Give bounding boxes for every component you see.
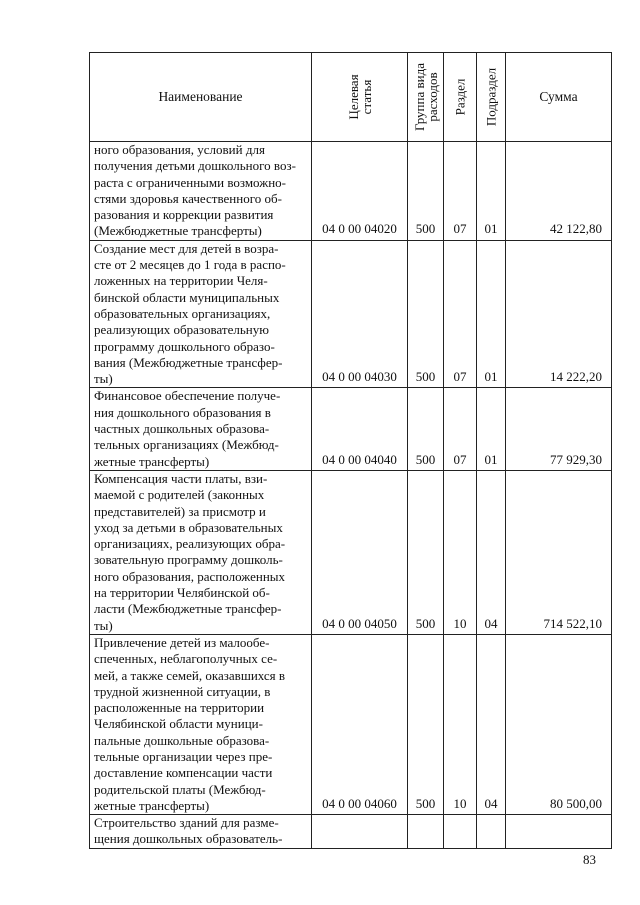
row-section: 07: [444, 240, 477, 388]
row-name-line: щения дошкольных образователь-: [94, 831, 283, 847]
table-header-row: [90, 53, 612, 142]
row-sum: 14 222,20: [506, 240, 612, 388]
row-name-line: тельные организации через пре-: [94, 748, 273, 764]
row-subsection: 01: [477, 240, 506, 388]
row-target-article: 04 0 00 04020: [312, 142, 408, 241]
row-name: [90, 240, 312, 388]
row-name-line: трудной жизненной ситуации, в: [94, 683, 271, 699]
row-subsection: 04: [477, 470, 506, 634]
row-name-line: уход за детьми в образовательных: [94, 519, 283, 535]
row-name-line: образовательных организациях,: [94, 305, 271, 321]
table-body: [90, 142, 612, 849]
header-target-article: [312, 53, 408, 142]
row-name-line: раста с ограниченными возможно-: [94, 174, 286, 190]
table-row: [90, 388, 612, 470]
row-name-line: жетные трансферты): [94, 797, 210, 813]
row-target-article: 04 0 00 04050: [312, 470, 408, 634]
row-name-line: (Межбюджетные трансферты): [94, 223, 262, 239]
table-row: [90, 815, 612, 849]
row-name-line: Привлечение детей из малообе-: [94, 634, 270, 650]
row-section: 10: [444, 634, 477, 814]
row-name-line: ния дошкольного образования в: [94, 404, 271, 420]
row-section: 07: [444, 388, 477, 470]
row-name-line: маемой с родителей (законных: [94, 487, 265, 503]
row-name-line: родительской платы (Межбюд-: [94, 781, 266, 797]
row-sum: 80 500,00: [506, 634, 612, 814]
header-expense-group-text: Группа вида расходов: [411, 63, 440, 131]
table-row: [90, 240, 612, 388]
row-subsection: [477, 815, 506, 849]
row-name-line: ного образования, условий для: [94, 142, 265, 157]
row-target-article: 04 0 00 04040: [312, 388, 408, 470]
row-name-line: на территории Челябинской об-: [94, 585, 270, 601]
row-section: 10: [444, 470, 477, 634]
row-name-line: бинской области муниципальных: [94, 289, 280, 305]
header-subsection: Подраздел: [477, 53, 506, 142]
row-name-line: программу дошкольного образо-: [94, 338, 275, 354]
row-subsection: 01: [477, 142, 506, 241]
row-name-line: получения детьми дошкольного воз-: [94, 158, 296, 174]
row-name-line: Создание мест для детей в возра-: [94, 240, 279, 256]
budget-table: [89, 52, 612, 849]
row-sum: 42 122,80: [506, 142, 612, 241]
row-name-line: ты): [94, 371, 113, 387]
row-name-line: жетные трансферты): [94, 453, 210, 469]
row-name-line: доставление компенсации части: [94, 765, 273, 781]
row-name-line: Компенсация части платы, взи-: [94, 470, 268, 486]
header-target-article-text: Целевая статья: [345, 74, 374, 120]
row-name-line: Финансовое обеспечение получе-: [94, 388, 281, 404]
row-name-line: стями здоровья качественного об-: [94, 190, 282, 206]
row-section: 07: [444, 142, 477, 241]
row-name-line: вания (Межбюджетные трансфер-: [94, 354, 283, 370]
row-name-line: тельных организациях (Межбюд-: [94, 437, 279, 453]
row-name-line: спеченных, неблагополучных се-: [94, 651, 278, 667]
row-name-line: расположенные на территории: [94, 700, 265, 716]
row-name-line: сте от 2 месяцев до 1 года в распо-: [94, 257, 286, 273]
row-name-line: частных дошкольных образова-: [94, 421, 270, 437]
row-name-line: пальные дошкольные образова-: [94, 732, 270, 748]
row-name: [90, 470, 312, 634]
row-name-line: реализующих образовательную: [94, 322, 269, 338]
header-expense-group: [408, 53, 444, 142]
row-name: [90, 815, 312, 849]
row-subsection: 01: [477, 388, 506, 470]
row-name-line: Строительство зданий для разме-: [94, 815, 279, 831]
row-name-line: Челябинской области муници-: [94, 716, 263, 732]
row-sum: [506, 815, 612, 849]
row-sum: 714 522,10: [506, 470, 612, 634]
row-name-line: организациях, реализующих обра-: [94, 536, 286, 552]
row-name-line: разования и коррекции развития: [94, 207, 274, 223]
row-section: [444, 815, 477, 849]
table-row: [90, 142, 612, 241]
row-expense-group: 500: [408, 388, 444, 470]
table-row: [90, 470, 612, 634]
row-expense-group: 500: [408, 240, 444, 388]
row-name-line: представителей) за присмотр и: [94, 503, 266, 519]
row-name: [90, 634, 312, 814]
header-section: Раздел: [444, 53, 477, 142]
row-name-line: ласти (Межбюджетные трансфер-: [94, 601, 282, 617]
row-expense-group: 500: [408, 142, 444, 241]
row-target-article: 04 0 00 04030: [312, 240, 408, 388]
row-name-line: зовательную программу дошколь-: [94, 552, 283, 568]
row-name-line: ного образования, расположенных: [94, 568, 286, 584]
page-number: 83: [583, 852, 596, 867]
header-sum: Сумма: [506, 53, 612, 142]
row-name: [90, 388, 312, 470]
row-target-article: [312, 815, 408, 849]
row-name-line: ты): [94, 617, 113, 633]
header-name: Наименование: [90, 53, 312, 142]
row-expense-group: 500: [408, 470, 444, 634]
row-expense-group: 500: [408, 634, 444, 814]
row-name-line: мей, а также семей, оказавшихся в: [94, 667, 286, 683]
row-expense-group: [408, 815, 444, 849]
row-sum: 77 929,30: [506, 388, 612, 470]
row-name: [90, 142, 312, 241]
table-row: [90, 634, 612, 814]
row-subsection: 04: [477, 634, 506, 814]
row-target-article: 04 0 00 04060: [312, 634, 408, 814]
row-name-line: ложенных на территории Челя-: [94, 273, 268, 289]
